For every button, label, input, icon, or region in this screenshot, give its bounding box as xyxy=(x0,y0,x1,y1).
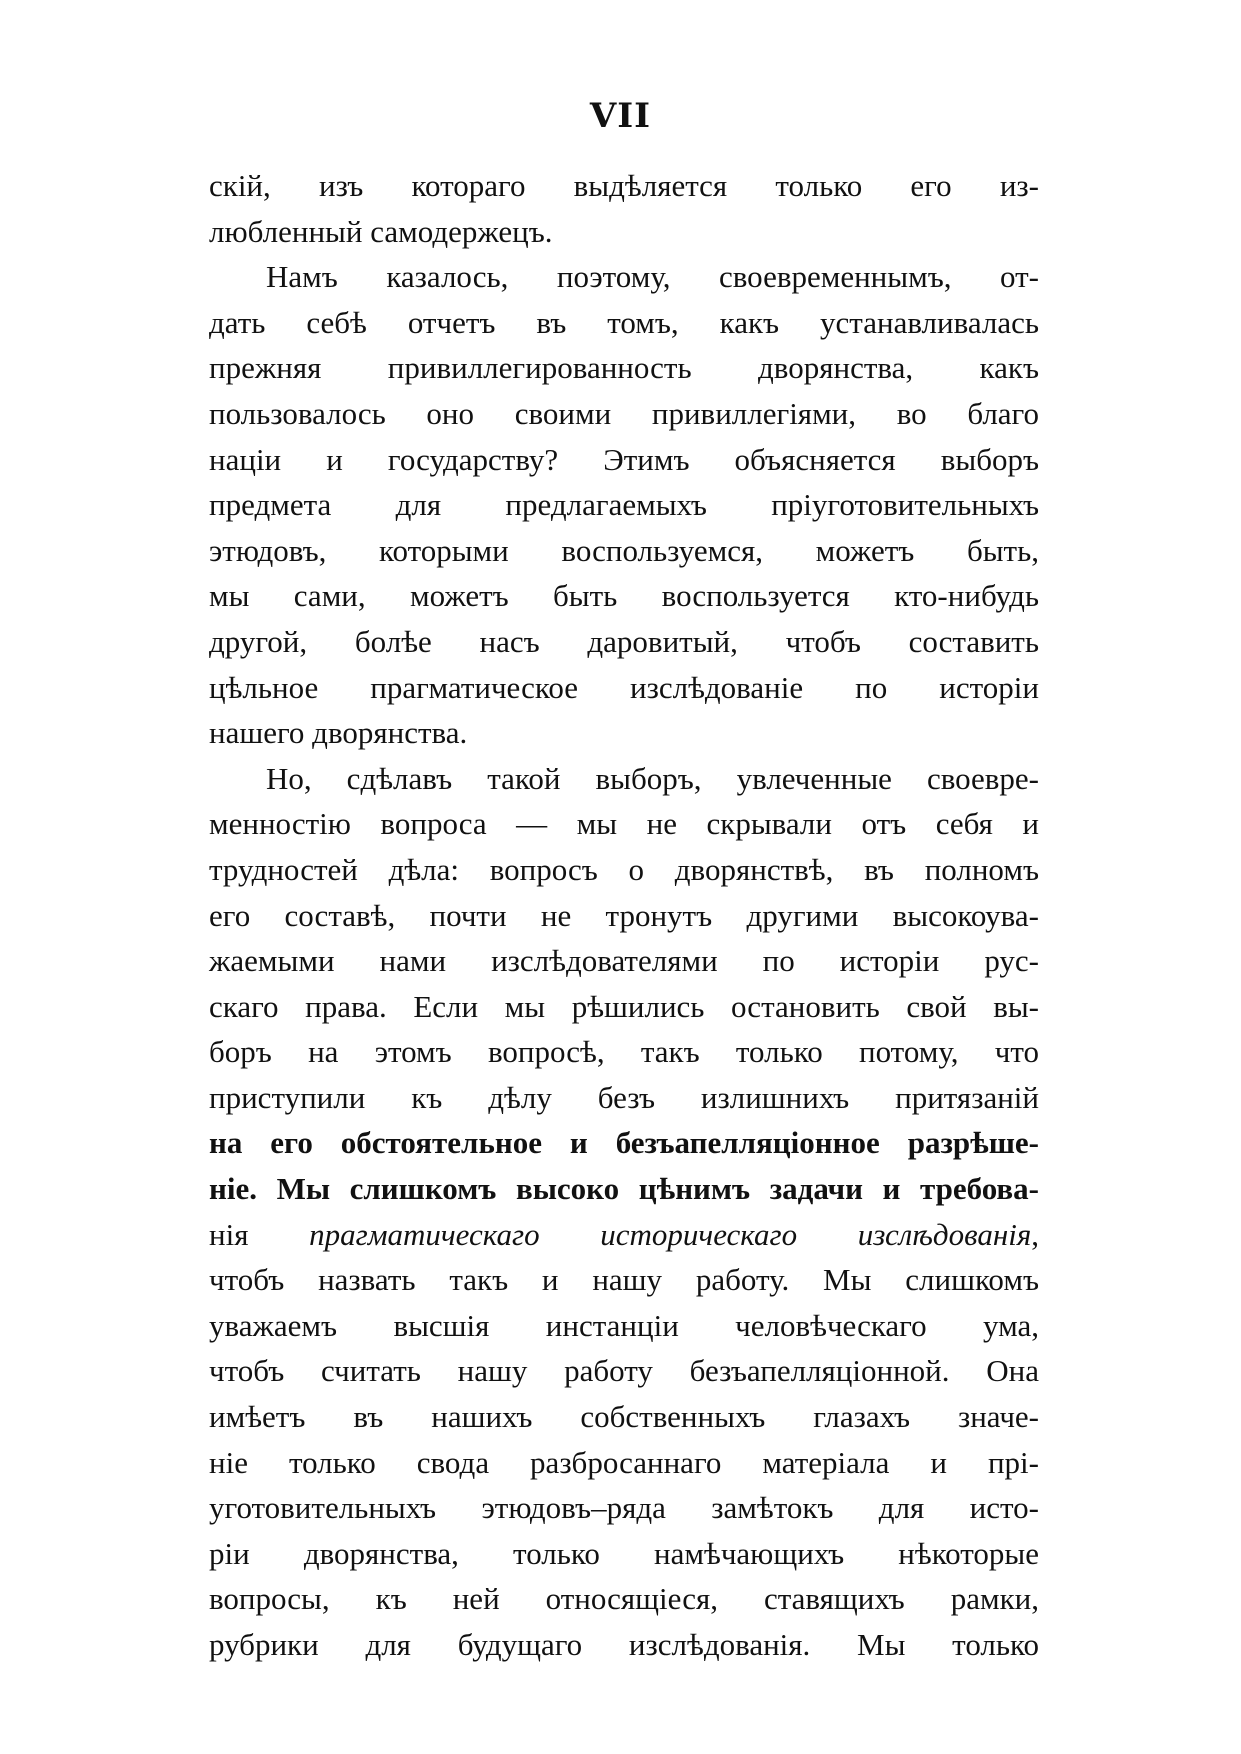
text-line: нашего дворянства. xyxy=(209,715,468,751)
text-line: рубрики для будущаго изслѣдованія. Мы только xyxy=(209,1627,1039,1662)
text-line: его составѣ, почти не тронутъ другими высокоува- xyxy=(209,897,1039,933)
text-line: скаго права. Если мы рѣшились остановить свой вы- xyxy=(209,988,1039,1024)
text-line-prefix: нія xyxy=(209,1216,310,1252)
text-line: прежняя привиллегированность дворянства, какъ xyxy=(209,350,1039,386)
text-line: предмета для предлагаемыхъ пріуготовительныхъ xyxy=(209,487,1039,523)
text-line: чтобъ считать нашу работу безъапелляціонной. Она xyxy=(209,1353,1039,1389)
text-line: менностію вопроса — мы не скрывали отъ себя и xyxy=(209,806,1039,842)
text-line: трудностей дѣла: вопросъ о дворянствѣ, въ полномъ xyxy=(209,851,1039,887)
text-line: скій, изъ котораго выдѣляется только его из- xyxy=(209,168,1039,203)
text-line: на его обстоятельное и безъапелляціонное разрѣше- xyxy=(209,1125,1039,1161)
text-line: цѣльное прагматическое изслѣдованіе по исторіи xyxy=(209,669,1039,705)
text-line xyxy=(209,1212,1039,1258)
text-line: ріи дворянства, только намѣчающихъ нѣкоторые xyxy=(209,1535,1039,1571)
text-line: Намъ казалось, поэтому, своевременнымъ, от- xyxy=(266,259,1039,295)
text-line: любленный самодержецъ. xyxy=(209,213,553,249)
text-line: Но, сдѣлавъ такой выборъ, увлеченные своевре- xyxy=(266,760,1039,796)
text-line: имѣетъ въ нашихъ собственныхъ глазахъ значе- xyxy=(209,1399,1039,1435)
text-line: націи и государству? Этимъ объясняется выборъ xyxy=(209,441,1039,477)
text-line: этюдовъ, которыми воспользуемся, можетъ быть, xyxy=(209,532,1039,568)
text-line: ніе. Мы слишкомъ высоко цѣнимъ задачи и требова- xyxy=(209,1171,1039,1207)
text-line: вопросы, къ ней относящіеся, ставящихъ рамки, xyxy=(209,1581,1039,1617)
text-line: другой, болѣе насъ даровитый, чтобъ составить xyxy=(209,623,1039,659)
page-number: VII xyxy=(589,96,652,136)
text-line: жаемыми нами изслѣдователями по исторіи рус- xyxy=(209,943,1039,979)
text-line: дать себѣ отчетъ въ томъ, какъ устанавливалась xyxy=(209,304,1039,340)
text-line: уважаемъ высшія инстанціи человѣческаго ума, xyxy=(209,1307,1039,1343)
body-text xyxy=(209,163,1039,1668)
italic-phrase: прагматическаго историческаго изслѣдованія xyxy=(309,1216,1032,1252)
text-line-suffix: , xyxy=(1031,1216,1039,1252)
text-line: приступили къ дѣлу безъ излишнихъ притязаній xyxy=(209,1079,1039,1115)
text-line: уготовительныхъ этюдовъ–ряда замѣтокъ для исто- xyxy=(209,1490,1039,1526)
text-line: мы сами, можетъ быть воспользуется кто-нибудь xyxy=(209,578,1039,614)
text-line: чтобъ назвать такъ и нашу работу. Мы слишкомъ xyxy=(209,1262,1039,1298)
text-line: пользовалось оно своими привиллегіями, во благо xyxy=(209,395,1039,431)
text-line: боръ на этомъ вопросѣ, такъ только потому, что xyxy=(209,1034,1039,1070)
text-line: ніе только свода разбросаннаго матеріала и прі- xyxy=(209,1444,1039,1480)
